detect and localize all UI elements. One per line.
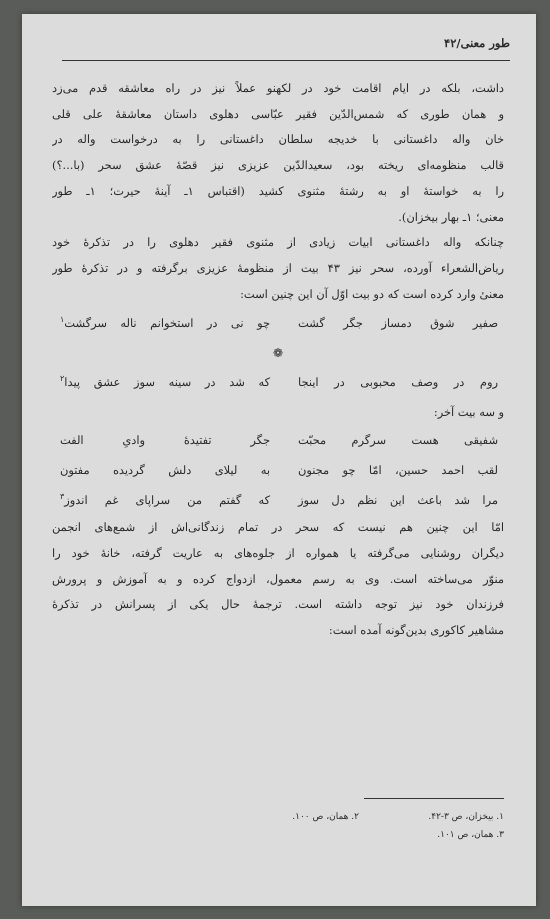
text-line: منوّر می‌ساخته است. وی به رسم معمول، ازدواج کرده و به آموزش و پرورش: [52, 571, 504, 586]
text-line: خان واله داغستانی با خدیجه سلطان داغستانی را به درخواست واله در: [52, 132, 504, 147]
paragraph-2: [52, 230, 504, 307]
text-line: معنیٔ وارد کرده است که دو بیت اوّل آن این چنین است:: [240, 286, 504, 301]
verse-hemistich-right: روم در وصف محبوبی در اینجا: [298, 375, 498, 390]
verse-hemistich-right: لقب احمد حسین، امّا چو مجنون: [298, 463, 498, 478]
verse-hemistich-left: [52, 366, 270, 399]
paragraph-1: [52, 76, 504, 230]
verse-hemistich-right: شفیقی هست سرگرم محبّت: [298, 433, 498, 448]
paragraph-3: [52, 515, 504, 644]
footnote-ref: ۳: [60, 492, 65, 502]
footnote-2: ۲. همان، ص ۱۰۰.: [292, 812, 359, 822]
footnote-ref: ۲: [60, 374, 65, 384]
verse-couplet: [52, 485, 504, 515]
text-line: مشاهیر کاکوری بدین‌گونه آمده است:: [328, 623, 504, 638]
verse-hemistich-left: [52, 485, 270, 515]
verse-couplet: [52, 366, 504, 399]
hemistich-text: که گفتم من سراپای غم اندوز: [64, 493, 270, 508]
footnote-ref: ۱: [60, 315, 65, 325]
text-line: و همان طوری که شمس‌الدّین فقیر عبّاسی دهلوی داستان معاشقهٔ علی قلی: [52, 106, 504, 121]
text-line: دیگران روشنایی می‌گرفته یا همواره از جلوه‌های به عاریت گرفته، خانهٔ خود را: [52, 546, 504, 561]
hemistich-text: چو نی در استخوانم ناله سرگشت: [64, 316, 270, 331]
verse-hemistich-right: صفیر شوق دمساز جگر گشت: [298, 316, 498, 331]
verse-couplet: [52, 425, 504, 455]
ornament-separator: ❁: [272, 346, 284, 361]
verse-hemistich-left: به لیلای دلش گردیده مفتون: [60, 463, 270, 478]
hemistich-text: که شد در سینه سوز عشق پیدا: [64, 375, 270, 390]
verses-intro: و سه بیت آخر:: [433, 405, 504, 420]
text-line: را به خواستهٔ او به رشتهٔ مثنوی کشید (اقتباس ۱ـ آینهٔ حیرت؛ ۱ـ طور: [52, 183, 504, 198]
text-line: فرزندان خود نیز توجه داشته است. ترجمهٔ حال یکی از پسرانش در تذکرهٔ: [52, 597, 504, 612]
footnote-divider: [364, 798, 504, 799]
footnote-3: ۳. همان، ص ۱۰۱.: [437, 830, 504, 840]
text-line: داشت، بلکه در ایام اقامت خود در لکهنو عملاً نیز در راه معاشقه قدم می‌زد: [52, 81, 504, 95]
verse-hemistich-left: [52, 307, 270, 340]
text-line: امّا این چنین هم نیست که سحر در تمام زندگانی‌اش از شمع‌های انجمن: [52, 520, 504, 535]
text-line: قالب منظومه‌ای ریخته بود، سعیدالدّین عزیزی نیز قصّهٔ عشق سحر (با...؟): [52, 158, 504, 173]
footnote-row: [204, 808, 504, 826]
text-line: چنانکه واله داغستانی ابیات زیادی از مثنوی فقیر دهلوی را در تذکرهٔ خود: [52, 235, 504, 250]
verse-hemistich-left: جگر تفتیدهٔ وادیِ الفت: [60, 433, 270, 448]
text-line: ریاض‌الشعراء آورده، سحر نیز ۴۳ بیت از منظومهٔ عزیزی برگرفته و در تذکرهٔ طور: [52, 260, 504, 275]
footnote-1: ۱. بیخزان، ص ۳-۴۲.: [428, 812, 504, 822]
verse-couplet: [52, 307, 504, 340]
text-line: معنی؛ ۱ـ بهار بیخزان).: [398, 209, 504, 224]
footnotes: [204, 808, 504, 844]
footnote-row: [204, 826, 504, 844]
verse-couplet: [52, 455, 504, 485]
page-body: [52, 76, 504, 644]
book-page: [22, 14, 536, 906]
page-header: [62, 36, 510, 61]
running-head: طور معنی/۴۲: [444, 36, 510, 50]
verse-hemistich-right: مرا شد باعث این نظم دل سوز: [298, 493, 498, 508]
